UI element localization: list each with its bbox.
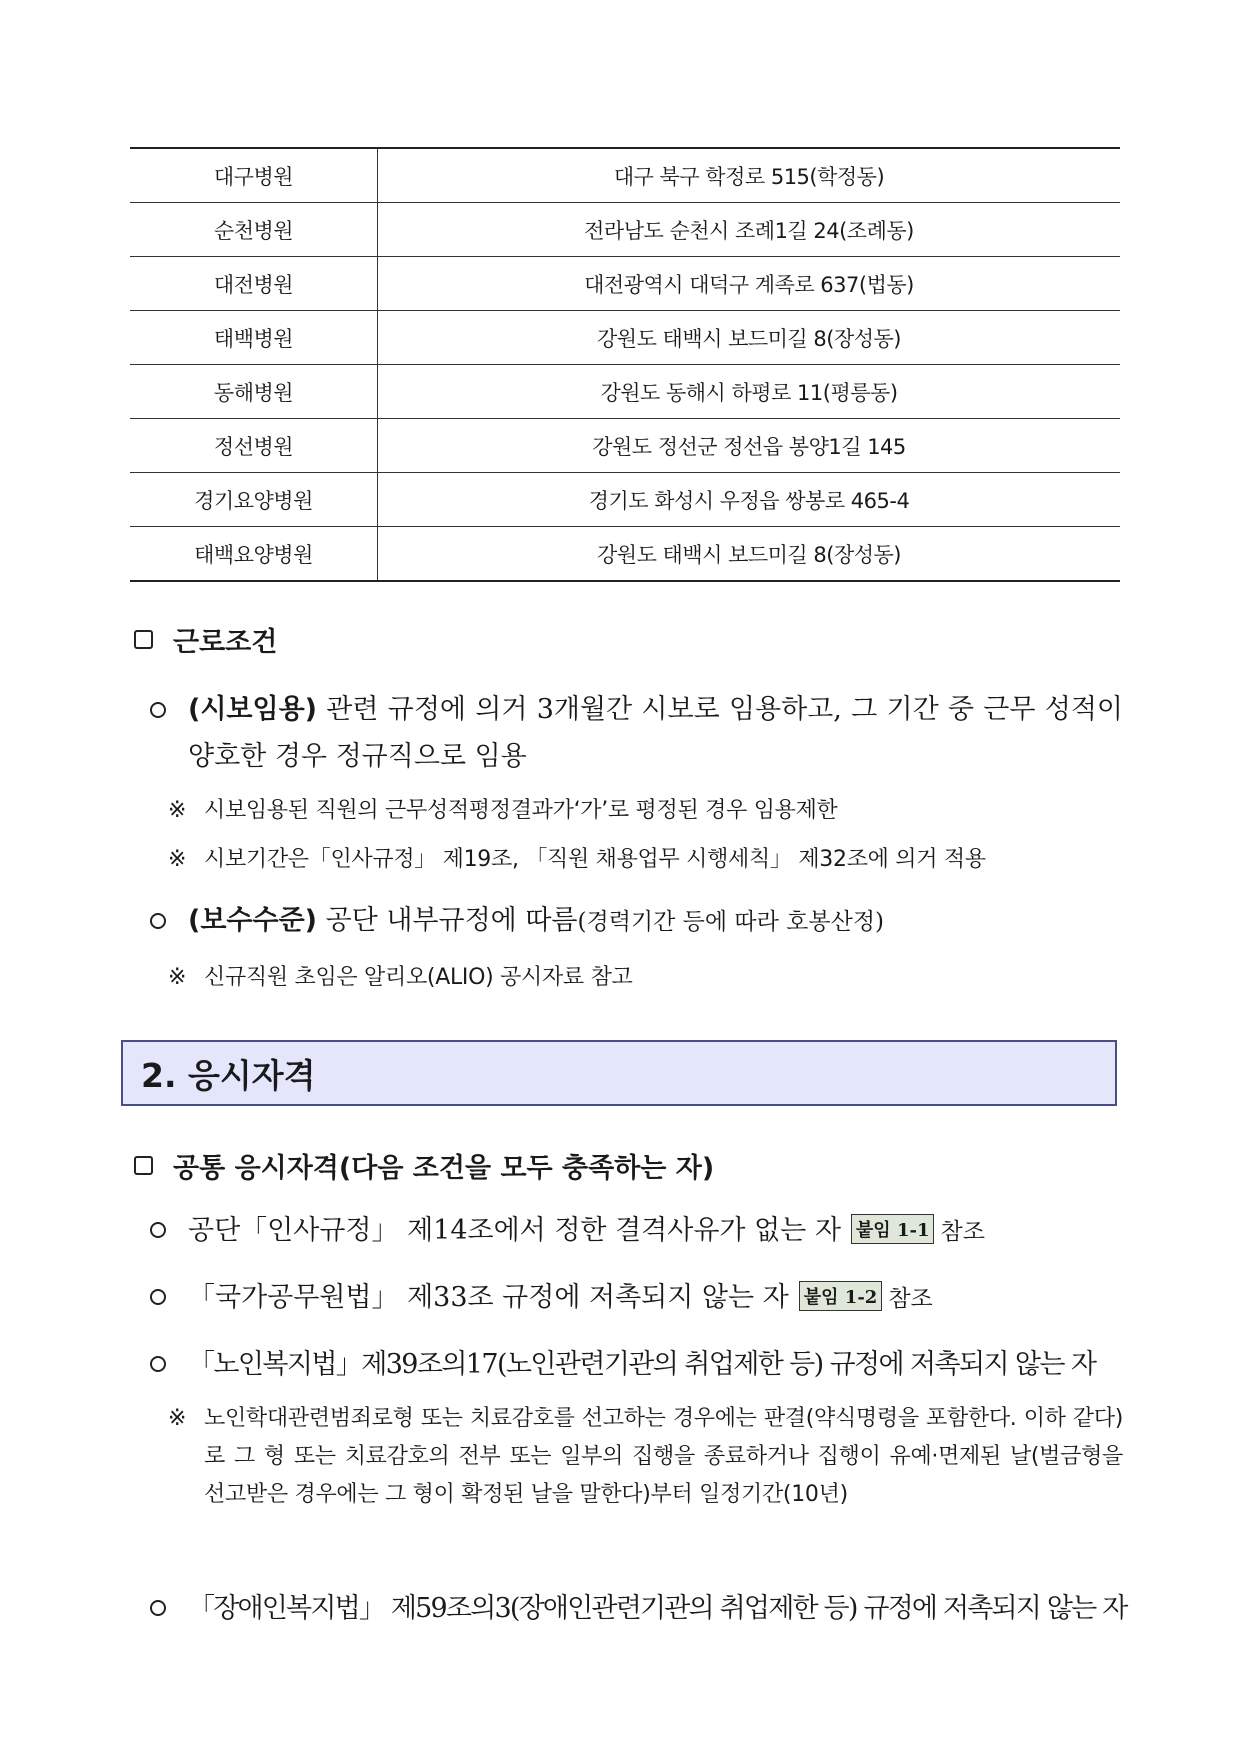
circle-bullet-icon	[150, 1289, 166, 1305]
reference-mark: ※	[168, 798, 187, 823]
hospital-name: 경기요양병원	[130, 473, 378, 527]
note-starting-salary	[168, 960, 632, 991]
qualification-item	[188, 1342, 1095, 1381]
square-bullet-icon	[134, 1156, 153, 1175]
circle-bullet-icon	[150, 913, 166, 929]
working-conditions-heading	[134, 620, 277, 659]
salary-text: 공단 내부규정에 따름	[317, 905, 578, 936]
salary-detail: (경력기간 등에 따라 호봉산정)	[577, 909, 885, 935]
heading-text: 공통 응시자격(다음 조건을 모두 충족하는 자)	[173, 1153, 715, 1184]
circle-bullet-icon	[150, 1356, 166, 1372]
table-row	[130, 257, 1120, 311]
section-title: 2. 응시자격	[141, 1055, 316, 1095]
square-bullet-icon	[134, 630, 153, 649]
note-text: 신규직원 초임은 알리오(ALIO) 공시자료 참고	[204, 965, 633, 990]
probation-text: 관련 규정에 의거 3개월간 시보로 임용하고, 그 기간 중 근무 성적이 양호한 경우 정규직으로 임용	[188, 694, 1123, 772]
reference-mark: ※	[168, 965, 187, 990]
note-text: 시보임용된 직원의 근무성적평정결과가‘가’로 평정된 경우 임용제한	[204, 798, 838, 823]
hospital-address: 강원도 동해시 하평로 11(평릉동)	[378, 365, 1121, 419]
note-text: 노인학대관련범죄로형 또는 치료감호를 선고하는 경우에는 판결(약식명령을 포함한다. 이하 같다)로 그 형 또는 치료감호의 전부 또는 일부의 집행을 종료하거나 집행이 유예·면제된 날(벌금형을 선고받은 경우에는 그 형이 확정된 날을 말한다)부터 일정기간(10년)	[204, 1406, 1123, 1507]
attachment-badge: 붙임 1-1	[851, 1214, 935, 1244]
hospital-address: 대전광역시 대덕구 계족로 637(법동)	[378, 257, 1121, 311]
table-row	[130, 419, 1120, 473]
hospital-address: 강원도 태백시 보드미길 8(장성동)	[378, 527, 1121, 582]
hospital-name: 대전병원	[130, 257, 378, 311]
probation-label: (시보임용)	[188, 694, 318, 725]
table-row	[130, 527, 1120, 582]
hospital-address-table	[130, 147, 1120, 582]
salary-paragraph	[188, 897, 1123, 946]
hospital-name: 정선병원	[130, 419, 378, 473]
note-elder-abuse	[168, 1400, 1123, 1514]
qualification-item	[188, 1275, 933, 1314]
hospital-name: 태백요양병원	[130, 527, 378, 582]
section-title-bar	[121, 1040, 1117, 1106]
heading-text: 근로조건	[173, 627, 278, 658]
table-row	[130, 473, 1120, 527]
note-probation-period	[168, 842, 986, 873]
item-text: 공단「인사규정」 제14조에서 정한 결격사유가 없는 자	[188, 1215, 841, 1246]
table-row	[130, 365, 1120, 419]
note-probation-restriction	[168, 793, 838, 824]
note-text: 시보기간은「인사규정」 제19조, 「직원 채용업무 시행세칙」 제32조에 의거 적용	[204, 847, 986, 872]
reference-label: 참조	[940, 1219, 985, 1245]
salary-label: (보수수준)	[188, 905, 318, 936]
qualification-item	[188, 1586, 1127, 1625]
hospital-name: 대구병원	[130, 148, 378, 203]
hospital-address: 대구 북구 학정로 515(학정동)	[378, 148, 1121, 203]
circle-bullet-icon	[150, 1600, 166, 1616]
hospital-name: 태백병원	[130, 311, 378, 365]
attachment-badge: 붙임 1-2	[799, 1281, 883, 1311]
hospital-name: 순천병원	[130, 203, 378, 257]
circle-bullet-icon	[150, 702, 166, 718]
table-row	[130, 203, 1120, 257]
hospital-address: 강원도 정선군 정선읍 봉양1길 145	[378, 419, 1121, 473]
hospital-address: 경기도 화성시 우정읍 쌍봉로 465-4	[378, 473, 1121, 527]
hospital-address: 전라남도 순천시 조례1길 24(조례동)	[378, 203, 1121, 257]
common-qualification-heading	[134, 1146, 714, 1185]
qualification-item	[188, 1208, 985, 1247]
table-row	[130, 311, 1120, 365]
reference-mark: ※	[168, 847, 187, 872]
reference-mark: ※	[168, 1406, 187, 1431]
hospital-address: 강원도 태백시 보드미길 8(장성동)	[378, 311, 1121, 365]
reference-label: 참조	[888, 1286, 933, 1312]
item-text: 「노인복지법」제39조의17(노인관련기관의 취업제한 등) 규정에 저촉되지 않는 자	[188, 1349, 1096, 1380]
probation-paragraph	[188, 686, 1123, 780]
hospital-name: 동해병원	[130, 365, 378, 419]
item-text: 「국가공무원법」 제33조 규정에 저촉되지 않는 자	[188, 1282, 789, 1313]
table-row	[130, 148, 1120, 203]
circle-bullet-icon	[150, 1222, 166, 1238]
item-text: 「장애인복지법」 제59조의3(장애인관련기관의 취업제한 등) 규정에 저촉되지 않는 자	[188, 1593, 1127, 1624]
